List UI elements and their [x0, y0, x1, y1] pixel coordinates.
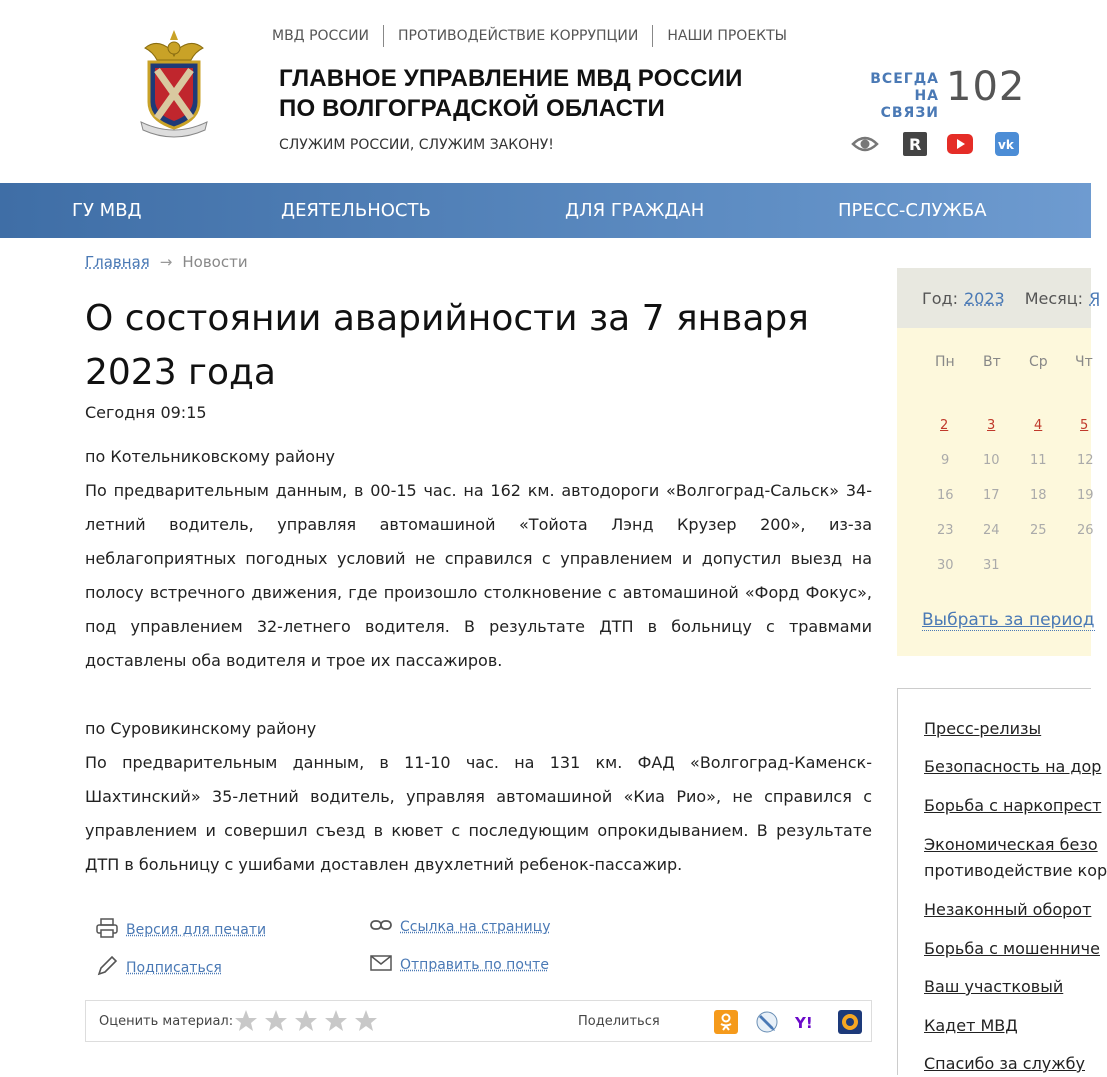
weekday-label: Пн — [935, 354, 955, 370]
subscribe-tool — [96, 955, 222, 981]
rating-share-bar — [85, 1000, 872, 1042]
calendar-month-label: Месяц: — [1024, 288, 1084, 308]
printer-icon — [96, 918, 118, 942]
always-line1: ВСЕГДА — [870, 71, 939, 87]
weekday-label: Ср — [1029, 354, 1048, 370]
article-body — [85, 440, 872, 882]
breadcrumb-current: Новости — [182, 253, 248, 271]
select-period-link[interactable]: Выбрать за период — [922, 610, 1095, 630]
mainnav-for-citizens[interactable]: ДЛЯ ГРАЖДАН — [565, 200, 705, 221]
svg-text:vk: vk — [998, 138, 1014, 152]
calendar-year-label: Год: — [922, 288, 958, 308]
calendar-day: 16 — [937, 488, 954, 503]
sidebar-item-district-officer[interactable]: Ваш участковый — [924, 977, 1064, 996]
eye-icon[interactable] — [852, 131, 878, 157]
article-paragraph: По предварительным данным, в 00-15 час. на 162 км. автодороги «Волгоград-Сальск» 34-летний водитель, управляя автомашиной «Тойота Лэнд Крузер 200», из-за неблагоприятных погодных условий не справился с управлением и допустил выезд на полосу встречного движения, где произошло столкновение с автомашиной «Форд Фокус», под управлением 32-летнего водителя. В результате ДТП в больницу с травмами доставлены оба водителя и трое их пассажиров. — [85, 481, 872, 670]
site-title-line2: ПО ВОЛГОГРАДСКОЙ ОБЛАСТИ — [279, 95, 665, 122]
sidebar-item-economic-security-cont[interactable]: противодействие кор — [924, 861, 1107, 880]
vk-icon[interactable] — [994, 131, 1020, 157]
mainnav-activity[interactable]: ДЕЯТЕЛЬНОСТЬ — [281, 200, 431, 221]
breadcrumb-home-link[interactable]: Главная — [85, 253, 150, 271]
page-link-tool — [370, 918, 551, 936]
yahoo-icon[interactable] — [796, 1009, 822, 1035]
sidebar-menu — [897, 688, 1107, 1075]
sidebar-item-fraud[interactable]: Борьба с мошенниче — [924, 939, 1100, 958]
article-section-heading: по Котельниковскому району — [85, 447, 335, 466]
article-date: Сегодня 09:15 — [85, 403, 207, 422]
article-section-heading: по Суровикинскому району — [85, 719, 317, 738]
subscribe-link[interactable]: Подписаться — [126, 960, 222, 976]
print-version-tool — [96, 918, 266, 942]
share-label: Поделиться — [578, 1013, 660, 1029]
sidebar-item-thanks-for-service[interactable]: Спасибо за службу — [924, 1054, 1086, 1073]
topnav-link-our-projects[interactable]: НАШИ ПРОЕКТЫ — [667, 28, 788, 44]
pencil-icon — [96, 955, 118, 981]
sidebar-item-cadet[interactable]: Кадет МВД — [924, 1016, 1018, 1035]
sidebar-item-press-releases[interactable]: Пресс-релизы — [924, 719, 1042, 738]
calendar-day: 31 — [983, 558, 1000, 573]
mvd-emblem-logo[interactable] — [135, 26, 213, 138]
star-icon[interactable] — [233, 1009, 259, 1033]
calendar-year-select[interactable]: 2023 — [964, 288, 1005, 308]
star-icon[interactable] — [353, 1009, 379, 1033]
calendar-day: 23 — [937, 523, 954, 538]
weekday-label: Вт — [983, 354, 1001, 370]
calendar-day: 24 — [983, 523, 1000, 538]
calendar-day: 17 — [983, 488, 1000, 503]
breadcrumb — [85, 253, 248, 271]
calendar-day: 18 — [1030, 488, 1047, 503]
sidebar-item-road-safety[interactable]: Безопасность на дор — [924, 757, 1102, 776]
calendar-day: 26 — [1077, 523, 1094, 538]
rating-stars — [233, 1009, 379, 1033]
topnav-divider — [652, 25, 653, 47]
chain-link-icon — [370, 918, 392, 936]
calendar-day: 9 — [941, 453, 950, 468]
article-title: О состоянии аварийности за 7 января 2023 года — [85, 298, 809, 393]
mailru-icon[interactable] — [837, 1009, 863, 1035]
calendar-header — [897, 268, 1101, 328]
star-icon[interactable] — [293, 1009, 319, 1033]
calendar-day[interactable]: 4 — [1034, 418, 1043, 433]
rutube-icon[interactable] — [902, 131, 928, 157]
star-icon[interactable] — [263, 1009, 289, 1033]
sidebar-item-economic-security[interactable]: Экономическая безо — [924, 835, 1098, 854]
calendar-day: 25 — [1030, 523, 1047, 538]
main-navigation — [0, 183, 1091, 238]
print-version-link[interactable]: Версия для печати — [126, 922, 267, 938]
topnav-link-mvd-russia[interactable]: МВД РОССИИ — [272, 28, 370, 44]
calendar-day[interactable]: 5 — [1080, 418, 1089, 433]
sidebar-item-illegal-trafficking[interactable]: Незаконный оборот — [924, 900, 1092, 919]
top-navigation — [272, 25, 787, 47]
topnav-divider — [383, 25, 384, 47]
send-by-email-link[interactable]: Отправить по почте — [400, 957, 549, 973]
calendar-day: 19 — [1077, 488, 1094, 503]
svg-text:Y!: Y! — [795, 1014, 813, 1032]
rating-label: Оценить материал: — [99, 1013, 234, 1029]
odnoklassniki-icon[interactable] — [713, 1009, 739, 1035]
svg-text:R: R — [909, 135, 922, 154]
article-paragraph: По предварительным данным, в 11-10 час. на 131 км. ФАД «Волгоград-Каменск-Шахтинский» 35-летний водитель, управляя автомашиной «Киа Рио», не справился с управлением и совершил съезд в кювет с последующим опрокидыванием. В результате ДТП в больницу с ушибами доставлен двухлетний ребенок-пассажир. — [85, 753, 872, 874]
topnav-link-anticorruption[interactable]: ПРОТИВОДЕЙСТВИЕ КОРРУПЦИИ — [398, 28, 639, 44]
youtube-icon[interactable] — [947, 131, 973, 157]
livejournal-icon[interactable] — [754, 1009, 780, 1035]
emergency-phone-number[interactable]: 102 — [946, 64, 1026, 110]
email-tool — [370, 955, 549, 975]
calendar-month-select[interactable]: Я — [1089, 288, 1101, 308]
site-title[interactable] — [279, 64, 743, 124]
mainnav-gu-mvd[interactable]: ГУ МВД — [72, 200, 142, 221]
calendar-day: 11 — [1030, 453, 1047, 468]
weekday-label: Чт — [1075, 354, 1093, 370]
always-in-touch-label — [855, 71, 939, 122]
site-title-line1: ГЛАВНОЕ УПРАВЛЕНИЕ МВД РОССИИ — [279, 65, 743, 92]
breadcrumb-arrow-icon: → — [159, 253, 173, 271]
calendar-day[interactable]: 2 — [940, 418, 949, 433]
always-line2: НА СВЯЗИ — [880, 88, 939, 121]
envelope-icon — [370, 955, 392, 975]
star-icon[interactable] — [323, 1009, 349, 1033]
page-link[interactable]: Ссылка на страницу — [400, 919, 551, 935]
calendar-day: 10 — [983, 453, 1000, 468]
news-calendar — [897, 268, 1101, 656]
calendar-day: 12 — [1077, 453, 1094, 468]
sidebar-item-drug-crime[interactable]: Борьба с наркопрест — [924, 796, 1102, 815]
calendar-day: 30 — [937, 558, 954, 573]
site-slogan: СЛУЖИМ РОССИИ, СЛУЖИМ ЗАКОНУ! — [279, 137, 554, 153]
mainnav-press-service[interactable]: ПРЕСС-СЛУЖБА — [838, 200, 987, 221]
calendar-day[interactable]: 3 — [987, 418, 996, 433]
